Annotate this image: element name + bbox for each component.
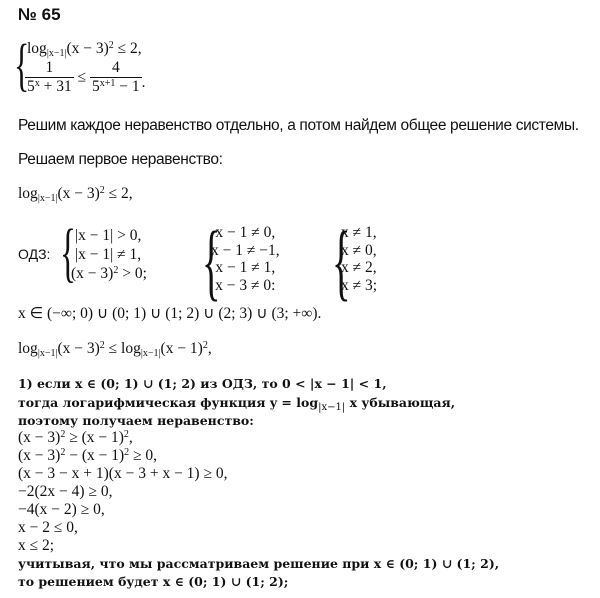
case1-line1: 1) если x ∈ (0; 1) ∪ (1; 2) из ОДЗ, то 0 < |x − 1| < 1, — [18, 376, 387, 391]
left-brace: { — [14, 32, 30, 97]
odz-condition: x ≠ 2, — [341, 259, 377, 276]
odz-brace-1: { — [60, 216, 76, 289]
odz-system-2 — [211, 224, 280, 294]
step-6: x − 2 ≤ 0, — [18, 519, 78, 536]
problem-number: № 65 — [18, 5, 61, 24]
odz-condition: x − 1 ≠ 0, — [215, 224, 276, 241]
inequality-transformed: $\log_{|x-1|}(x - 3)^2 \le \log_{|x-1|}(x - 1)^2$, — [18, 340, 212, 359]
odz-condition: x ≠ 0, — [341, 241, 377, 259]
odz-condition: x ≠ 3; — [341, 276, 378, 294]
step-3: (x − 3 − x + 1)(x − 3 + x − 1) ≥ 0, — [18, 465, 228, 482]
odz-brace-2: { — [202, 213, 221, 309]
step-2: $(x - 3)^2 - (x - 1)^2 \ge 0$, — [18, 447, 158, 464]
odz-condition: x − 1 ≠ 1, — [215, 259, 276, 276]
step-1: $(x - 3)^2 \ge (x - 1)^2$, — [18, 429, 133, 446]
inequality-1: $\log_{|x-1|}(x - 3)^2 \le 2$, — [18, 185, 133, 204]
odz-condition: $(x - 3)^2 > 0$; — [71, 265, 147, 282]
case1-result: то решением будет x ∈ (0; 1) ∪ (1; 2); — [18, 574, 289, 589]
odz-condition: x ≠ 1, — [341, 224, 377, 241]
odz-system-1 — [71, 226, 147, 283]
case1-consider: учитывая, что мы рассматриваем решение при x ∈ (0; 1) ∪ (1; 2), — [18, 556, 500, 571]
system-eq2: $\frac{1}{5^x + 31}$ ≤ $\frac{4}{5^{x+1} - 1}$ . — [27, 59, 146, 95]
odz-condition: x − 1 ≠ −1, — [211, 241, 280, 259]
system-eq1: $\log_{|x-1|}(x - 3)^2 \le 2$, — [27, 40, 142, 59]
case1-line2: тогда логарифмическая функция $y = \log_{|x-1|} x$ убывающая, — [18, 395, 456, 413]
odz-system-3 — [341, 224, 377, 294]
step-7: x ≤ 2; — [18, 537, 55, 554]
domain-result: x ∈ (−∞; 0) ∪ (0; 1) ∪ (1; 2) ∪ (2; 3) ∪ (3; +∞). — [18, 305, 322, 322]
odz-label: ОДЗ: — [18, 246, 51, 262]
odz-condition: |x − 1| ≠ 1, — [75, 246, 142, 263]
intro-text: Решим каждое неравенство отдельно, а потом найдем общее решение системы. — [18, 117, 579, 134]
odz-condition: |x − 1| > 0, — [75, 227, 142, 244]
odz-condition: x − 3 ≠ 0: — [215, 276, 276, 294]
step-5: −4(x − 2) ≥ 0, — [18, 501, 105, 518]
fraction-left: $\frac{1}{5^x + 31}$ — [27, 59, 72, 95]
step-4: −2(2x − 4) ≥ 0, — [18, 483, 113, 500]
case1-line3: поэтому получаем неравенство: — [18, 413, 254, 428]
fraction-right: $\frac{4}{5^{x+1} - 1}$ — [92, 59, 140, 95]
odz-brace-3: { — [332, 213, 351, 309]
first-inequality-heading: Решаем первое неравенство: — [18, 151, 223, 168]
